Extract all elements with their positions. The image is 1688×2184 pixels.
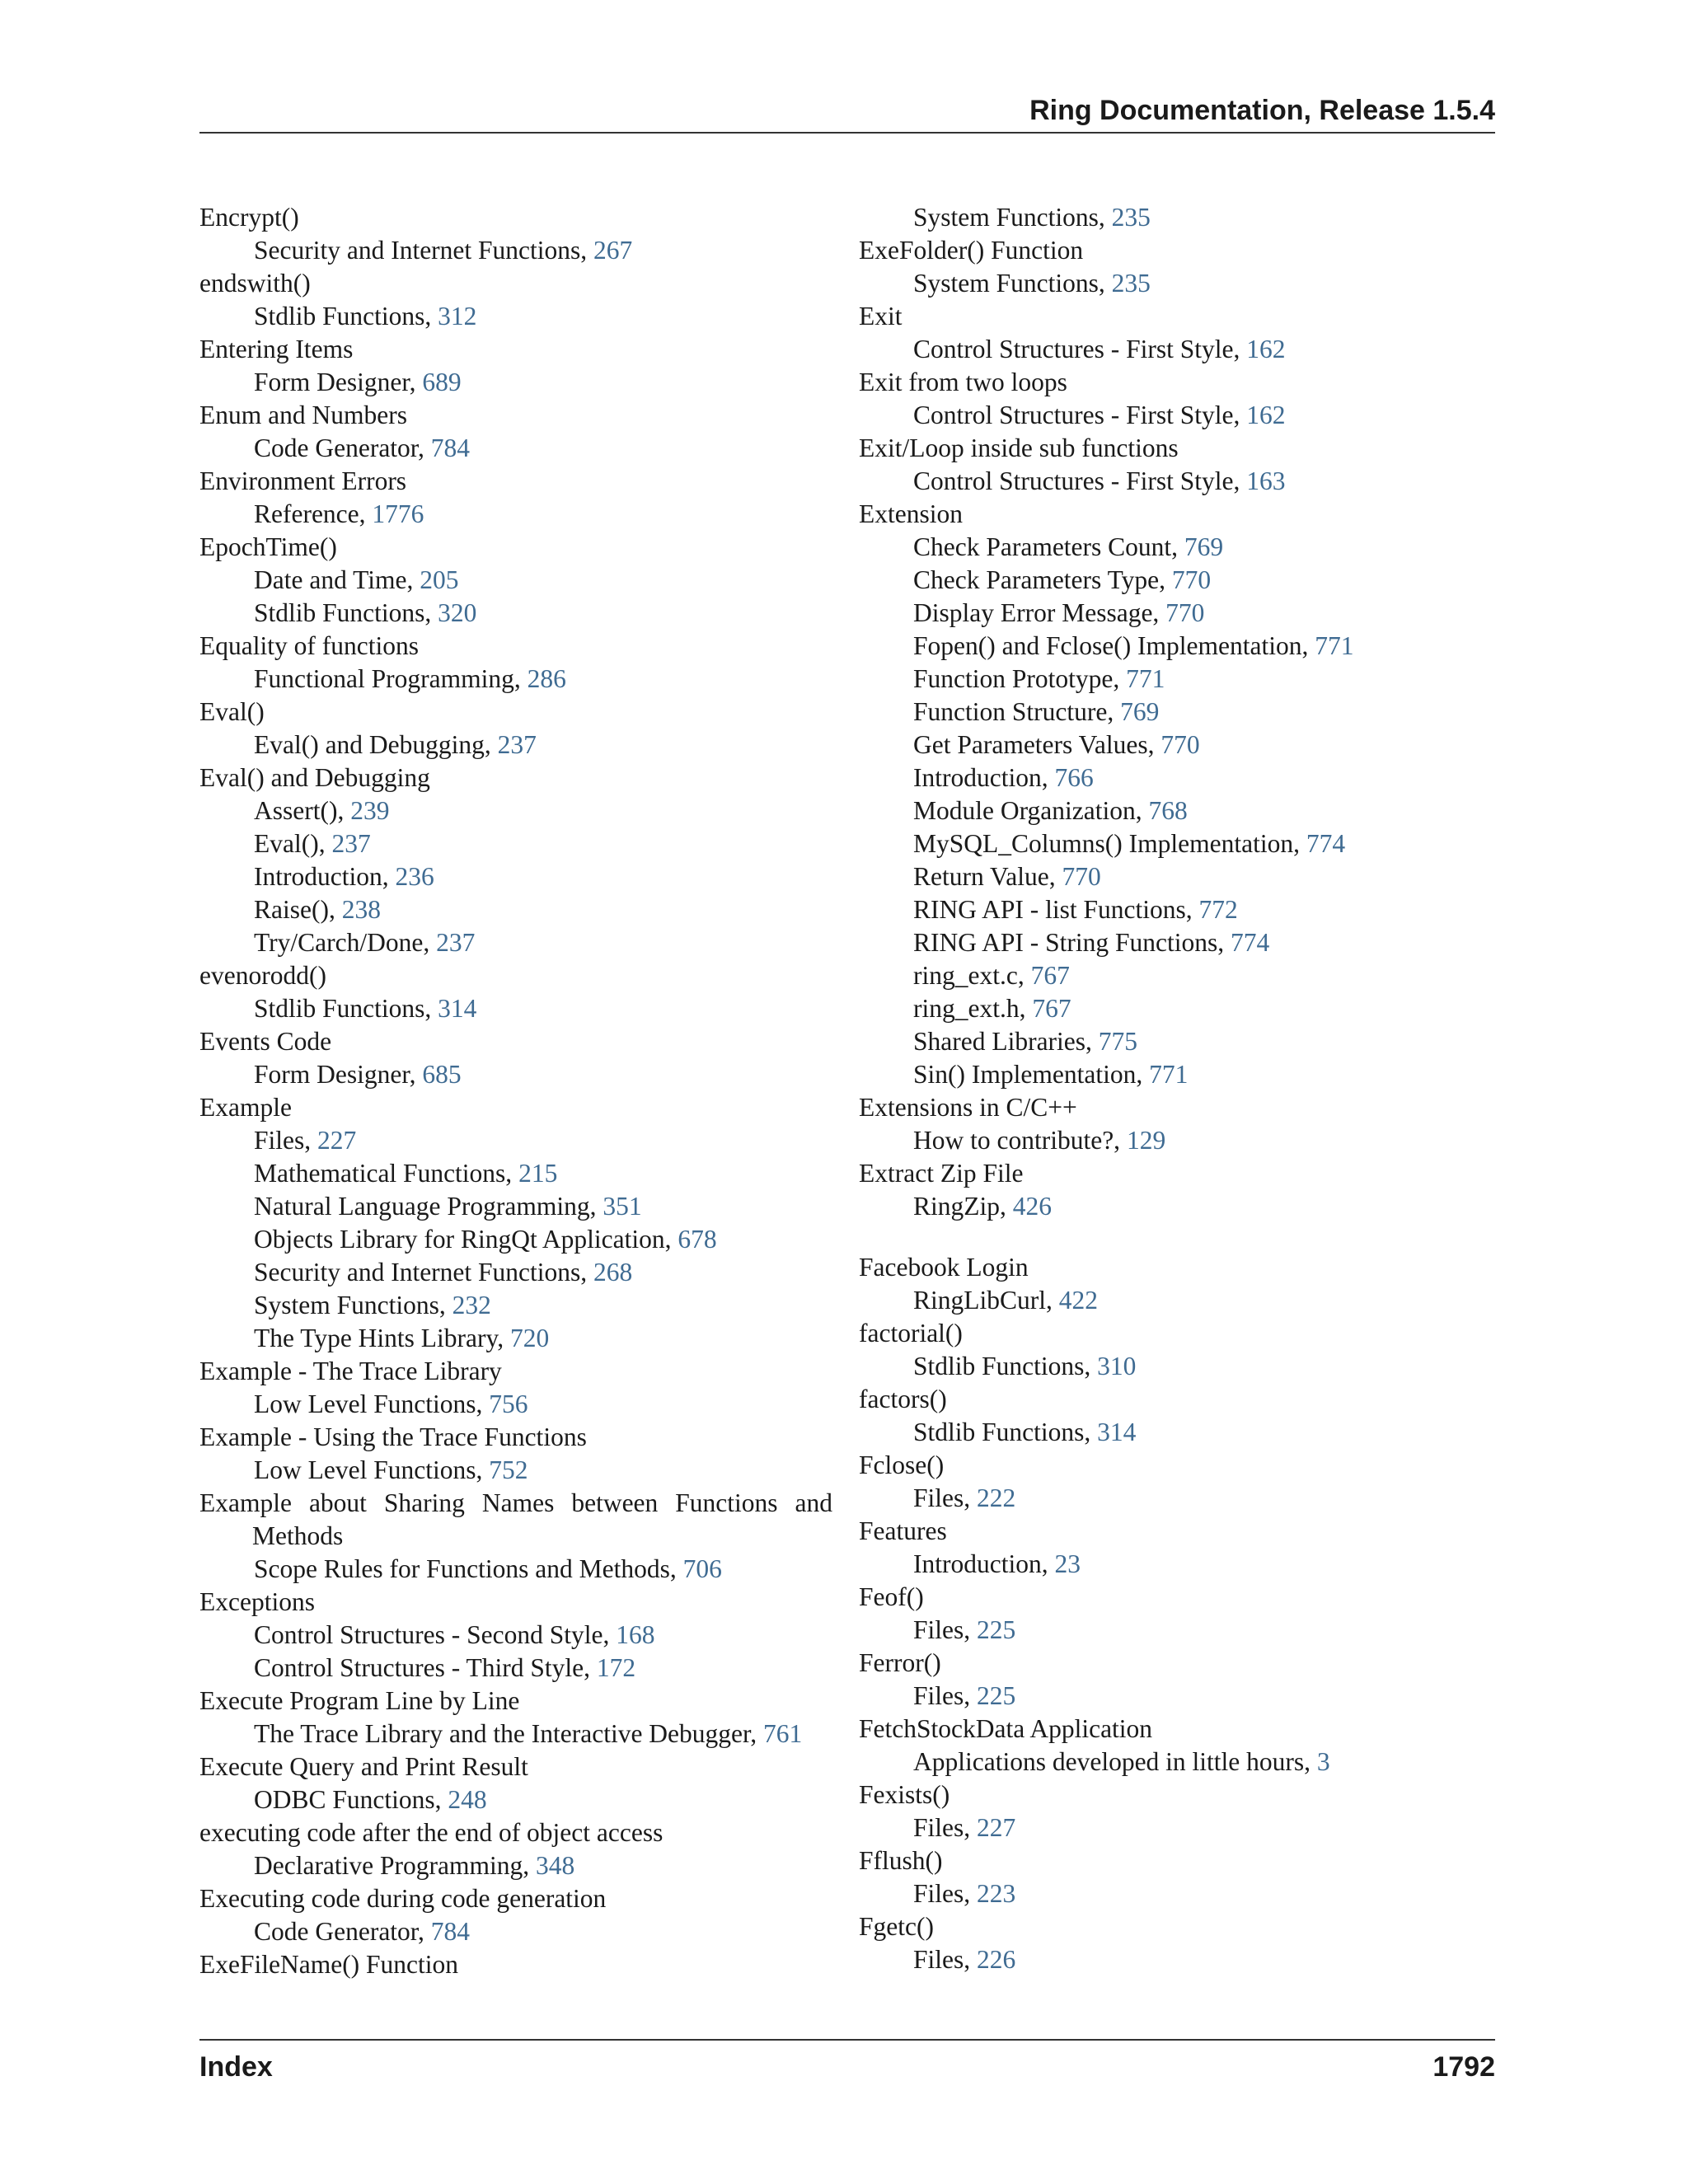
index-entry — [859, 1383, 1495, 1449]
index-subentry — [199, 893, 832, 926]
page-reference-link[interactable]: 215 — [518, 1159, 558, 1188]
index-entry — [859, 234, 1495, 300]
subentry-label: System Functions, — [254, 1291, 452, 1319]
index-entry — [199, 267, 832, 333]
subentry-label: Stdlib Functions, — [254, 994, 438, 1023]
index-entry — [859, 366, 1495, 432]
index-term: Extensions in C/C++ — [859, 1093, 1077, 1122]
subentry-label: Control Structures - First Style, — [913, 466, 1247, 495]
subentry-label: Introduction, — [913, 763, 1055, 792]
index-subentry — [859, 893, 1495, 926]
subentry-label: Stdlib Functions, — [254, 302, 438, 330]
index-subentry — [199, 1619, 832, 1652]
index-subentry — [859, 860, 1495, 893]
index-subentry — [859, 1548, 1495, 1581]
index-entry — [199, 762, 832, 959]
index-term: Facebook Login — [859, 1253, 1029, 1282]
index-term: factorial() — [859, 1319, 963, 1347]
index-subentry — [199, 597, 832, 630]
index-entry — [199, 696, 832, 762]
page-reference-link[interactable]: 766 — [1054, 763, 1094, 792]
index-term: Features — [859, 1516, 947, 1545]
page-reference-link[interactable]: 239 — [350, 796, 390, 825]
subentry-label: The Type Hints Library, — [254, 1324, 510, 1352]
subentry-label: Objects Library for RingQt Application, — [254, 1225, 678, 1254]
subentry-label: Files, — [913, 1615, 978, 1644]
subentry-label: System Functions, — [913, 269, 1112, 298]
subentry-label: Control Structures - Second Style, — [254, 1620, 617, 1649]
index-entry — [199, 1685, 832, 1750]
page-reference-link[interactable]: 237 — [331, 829, 371, 858]
index-entry — [199, 1882, 832, 1948]
index-subentry — [199, 1322, 832, 1355]
index-entry — [199, 1816, 832, 1882]
page-reference-link[interactable]: 227 — [317, 1126, 357, 1155]
page-reference-link[interactable]: 770 — [1171, 565, 1212, 594]
index-entry — [859, 432, 1495, 498]
index-subentry — [859, 1284, 1495, 1317]
subentry-label: Files, — [913, 1483, 978, 1512]
index-subentry — [859, 597, 1495, 630]
index-subentry — [199, 1289, 832, 1322]
page-reference-link[interactable]: 225 — [977, 1681, 1016, 1710]
subentry-label: Eval(), — [254, 829, 332, 858]
index-term: Exit from two loops — [859, 368, 1067, 396]
subentry-label: Assert(), — [254, 796, 351, 825]
subentry-label: Eval() and Debugging, — [254, 730, 498, 759]
index-term: endswith() — [199, 269, 311, 298]
page-reference-link[interactable]: 238 — [341, 895, 381, 924]
page-reference-link[interactable]: 129 — [1126, 1126, 1166, 1155]
index-term: FetchStockData Application — [859, 1714, 1153, 1743]
index-term: Equality of functions — [199, 631, 419, 660]
index-term: Feof() — [859, 1582, 924, 1611]
page-reference-link[interactable]: 314 — [1097, 1418, 1137, 1446]
index-entry — [199, 1025, 832, 1091]
page-reference-link[interactable]: 767 — [1030, 961, 1070, 990]
index-term: Exceptions — [199, 1587, 315, 1616]
index-entry — [859, 1449, 1495, 1515]
index-subentry — [199, 1223, 832, 1256]
index-entry — [199, 1355, 832, 1421]
index-entry — [859, 1844, 1495, 1910]
subentry-label: Fopen() and Fclose() Implementation, — [913, 631, 1315, 660]
subentry-label: Stdlib Functions, — [254, 598, 438, 627]
index-subentry — [199, 992, 832, 1025]
page-reference-link[interactable]: 286 — [527, 664, 566, 693]
index-entry — [199, 1487, 832, 1586]
index-entry — [859, 1581, 1495, 1647]
index-entry — [859, 1251, 1495, 1317]
index-term: Environment Errors — [199, 466, 407, 495]
index-subentry — [859, 399, 1495, 432]
page-reference-link[interactable]: 770 — [1165, 598, 1205, 627]
index-term: Ferror() — [859, 1648, 941, 1677]
index-entry — [199, 399, 832, 465]
page-reference-link[interactable]: 314 — [438, 994, 477, 1023]
page-reference-link[interactable]: 310 — [1097, 1352, 1137, 1380]
page-reference-link[interactable]: 227 — [977, 1813, 1016, 1842]
subentry-label: Code Generator, — [254, 1917, 431, 1946]
index-term: evenorodd() — [199, 961, 326, 990]
subentry-label: Try/Carch/Done, — [254, 928, 437, 957]
index-term: Example - The Trace Library — [199, 1357, 502, 1385]
index-entry — [859, 1713, 1495, 1779]
index-subentry — [859, 1416, 1495, 1449]
page-reference-link[interactable]: 774 — [1306, 829, 1346, 858]
index-entry — [199, 1091, 832, 1355]
page-header — [199, 92, 1495, 134]
index-subentry — [859, 1877, 1495, 1910]
subentry-label: Form Designer, — [254, 368, 423, 396]
subentry-label: RingZip, — [913, 1192, 1013, 1221]
index-subentry — [199, 1157, 832, 1190]
subentry-label: Stdlib Functions, — [913, 1418, 1098, 1446]
index-subentry — [859, 663, 1495, 696]
page-reference-link[interactable]: 756 — [489, 1390, 528, 1418]
page-reference-link[interactable]: 235 — [1111, 269, 1151, 298]
index-subentry — [859, 794, 1495, 827]
page-reference-link[interactable]: 771 — [1126, 664, 1165, 693]
index-term: Eval() and Debugging — [199, 763, 430, 792]
subentry-label: Files, — [254, 1126, 318, 1155]
index-column-left — [199, 201, 832, 1981]
index-subentry — [859, 1058, 1495, 1091]
subentry-label: System Functions, — [913, 203, 1112, 232]
index-subentry — [859, 1680, 1495, 1713]
index-term: Execute Query and Print Result — [199, 1752, 528, 1781]
subentry-label: Check Parameters Type, — [913, 565, 1172, 594]
index-term: Example — [199, 1093, 292, 1122]
index-entry — [199, 1421, 832, 1487]
index-subentry — [199, 1388, 832, 1421]
index-entry — [859, 1647, 1495, 1713]
subentry-label: The Trace Library and the Interactive Debugger, — [254, 1719, 763, 1748]
index-subentry — [859, 333, 1495, 366]
page-reference-link[interactable]: 248 — [448, 1785, 487, 1814]
index-subentry — [859, 926, 1495, 959]
index-subentry — [199, 564, 832, 597]
page-reference-link[interactable]: 162 — [1246, 335, 1286, 363]
index-term: ExeFileName() Function — [199, 1950, 459, 1979]
index-subentry — [199, 926, 832, 959]
index-subentry — [859, 1811, 1495, 1844]
subentry-label: Module Organization, — [913, 796, 1149, 825]
subentry-label: Control Structures - First Style, — [913, 335, 1247, 363]
page-reference-link[interactable]: 426 — [1012, 1192, 1053, 1221]
index-subentry — [199, 1190, 832, 1223]
index-term: Extract Zip File — [859, 1159, 1024, 1188]
subentry-label: Applications developed in little hours, — [913, 1747, 1317, 1776]
subentry-label: Control Structures - Third Style, — [254, 1653, 597, 1682]
footer-section-label: Index — [199, 2051, 273, 2083]
index-entry — [859, 1779, 1495, 1844]
index-subentry — [199, 1124, 832, 1157]
subentry-label: Mathematical Functions, — [254, 1159, 519, 1188]
index-entry — [199, 959, 832, 1025]
index-entry — [199, 531, 832, 630]
page-reference-link[interactable]: 769 — [1120, 697, 1160, 726]
index-subentry — [859, 201, 1495, 234]
subentry-label: Form Designer, — [254, 1060, 423, 1089]
page-reference-link[interactable]: 225 — [977, 1615, 1016, 1644]
subentry-label: Check Parameters Count, — [913, 532, 1184, 561]
index-subentry — [859, 1482, 1495, 1515]
subentry-label: ring_ext.h, — [913, 994, 1033, 1023]
page-reference-link[interactable]: 769 — [1184, 532, 1224, 561]
index-entry — [859, 1515, 1495, 1581]
subentry-label: RingLibCurl, — [913, 1286, 1059, 1315]
index-subentry — [859, 827, 1495, 860]
index-subentry — [859, 1190, 1495, 1223]
index-subentry — [199, 1915, 832, 1948]
index-term: EpochTime() — [199, 532, 337, 561]
subentry-label: Introduction, — [254, 862, 396, 891]
index-term: Executing code during code generation — [199, 1884, 607, 1913]
index-subentry — [859, 1350, 1495, 1383]
index-subentry — [859, 1943, 1495, 1976]
page-reference-link[interactable]: 205 — [420, 565, 459, 594]
page-reference-link[interactable]: 172 — [596, 1653, 636, 1682]
index-entry — [859, 1091, 1495, 1157]
index-subentry — [199, 366, 832, 399]
index-subentry — [199, 729, 832, 762]
subentry-label: Security and Internet Functions, — [254, 236, 594, 265]
index-subentry — [199, 498, 832, 531]
page-reference-link[interactable]: 267 — [593, 236, 633, 265]
index-entry — [199, 201, 832, 267]
letter-group-gap — [859, 1223, 1495, 1251]
page-reference-link[interactable]: 770 — [1062, 862, 1101, 891]
page-reference-link[interactable]: 23 — [1054, 1549, 1081, 1578]
index-subentry — [859, 696, 1495, 729]
index-subentry — [199, 1783, 832, 1816]
page-reference-link[interactable]: 237 — [497, 730, 537, 759]
index-entry — [199, 333, 832, 399]
subentry-label: Security and Internet Functions, — [254, 1258, 594, 1286]
page-reference-link[interactable]: 348 — [536, 1851, 575, 1880]
index-subentry — [859, 630, 1495, 663]
index-term: executing code after the end of object access — [199, 1818, 663, 1847]
index-subentry — [859, 465, 1495, 498]
subentry-label: Reference, — [254, 499, 373, 528]
index-entry — [859, 201, 1495, 234]
page-reference-link[interactable]: 312 — [438, 302, 477, 330]
index-entry — [199, 1586, 832, 1685]
page-reference-link[interactable]: 162 — [1246, 401, 1286, 429]
page-reference-link[interactable]: 223 — [977, 1879, 1016, 1908]
index-term: ExeFolder() Function — [859, 236, 1084, 265]
index-subentry — [859, 267, 1495, 300]
page-reference-link[interactable]: 689 — [422, 368, 462, 396]
page-reference-link[interactable]: 720 — [509, 1324, 550, 1352]
subentry-label: RING API - list Functions, — [913, 895, 1199, 924]
index-term: Fflush() — [859, 1846, 943, 1875]
index-subentry — [199, 1849, 832, 1882]
subentry-label: How to contribute?, — [913, 1126, 1127, 1155]
subentry-label: Files, — [913, 1681, 978, 1710]
page-reference-link[interactable]: 236 — [395, 862, 434, 891]
index-subentry — [199, 827, 832, 860]
index-entry — [199, 630, 832, 696]
page-reference-link[interactable]: 163 — [1246, 466, 1286, 495]
index-subentry — [859, 564, 1495, 597]
index-subentry — [859, 1025, 1495, 1058]
index-subentry — [199, 234, 832, 267]
page-reference-link[interactable]: 268 — [593, 1258, 633, 1286]
page-reference-link[interactable]: 678 — [678, 1225, 717, 1254]
subentry-label: Natural Language Programming, — [254, 1192, 603, 1221]
index-subentry — [199, 794, 832, 827]
index-subentry — [859, 762, 1495, 794]
page-reference-link[interactable]: 422 — [1058, 1286, 1099, 1315]
index-subentry — [859, 729, 1495, 762]
index-term: Execute Program Line by Line — [199, 1686, 520, 1715]
index-entry — [199, 465, 832, 531]
index-term: Eval() — [199, 697, 265, 726]
page-reference-link[interactable]: 3 — [1316, 1747, 1330, 1776]
index-entry — [859, 1910, 1495, 1976]
page-reference-link[interactable]: 767 — [1032, 994, 1071, 1023]
index-subentry — [199, 860, 832, 893]
index-term: Example about Sharing Names between Functions and Methods — [199, 1488, 832, 1550]
subentry-label: Return Value, — [913, 862, 1062, 891]
index-term: Events Code — [199, 1027, 332, 1056]
page-reference-link[interactable]: 685 — [422, 1060, 462, 1089]
page-reference-link[interactable]: 237 — [436, 928, 476, 957]
footer-page-number: 1792 — [1432, 2051, 1495, 2083]
index-column-right — [859, 201, 1495, 1976]
subentry-label: Display Error Message, — [913, 598, 1166, 627]
subentry-label: Raise(), — [254, 895, 342, 924]
page-footer — [199, 2039, 1495, 2090]
subentry-label: Files, — [913, 1813, 978, 1842]
page-reference-link[interactable]: 768 — [1148, 796, 1188, 825]
subentry-label: RING API - String Functions, — [913, 928, 1231, 957]
subentry-label: Sin() Implementation, — [913, 1060, 1150, 1089]
subentry-label: Low Level Functions, — [254, 1390, 490, 1418]
page-reference-link[interactable]: 771 — [1149, 1060, 1189, 1089]
page-reference-link[interactable]: 774 — [1231, 928, 1270, 957]
subentry-label: MySQL_Columns() Implementation, — [913, 829, 1306, 858]
subentry-label: Functional Programming, — [254, 664, 528, 693]
page-reference-link[interactable]: 232 — [452, 1291, 491, 1319]
index-term: Extension — [859, 499, 963, 528]
index-term: Fgetc() — [859, 1912, 934, 1941]
index-entry — [859, 498, 1495, 1091]
subentry-label: Shared Libraries, — [913, 1027, 1099, 1056]
index-subentry — [859, 959, 1495, 992]
index-subentry — [199, 1256, 832, 1289]
index-term: Fclose() — [859, 1451, 945, 1479]
document-title: Ring Documentation, Release 1.5.4 — [1029, 95, 1495, 126]
page-reference-link[interactable]: 1776 — [372, 499, 424, 528]
page-reference-link[interactable]: 772 — [1198, 895, 1238, 924]
subentry-label: Control Structures - First Style, — [913, 401, 1247, 429]
index-subentry — [199, 663, 832, 696]
index-subentry — [199, 1454, 832, 1487]
index-term: Encrypt() — [199, 203, 299, 232]
subentry-label: Date and Time, — [254, 565, 420, 594]
subentry-label: Low Level Functions, — [254, 1455, 490, 1484]
index-entry — [199, 1948, 832, 1981]
page-reference-link[interactable]: 226 — [977, 1945, 1016, 1974]
index-term: Fexists() — [859, 1780, 950, 1809]
subentry-label: Files, — [913, 1945, 978, 1974]
subentry-label: Function Structure, — [913, 697, 1121, 726]
index-entry — [199, 1750, 832, 1816]
subentry-label: Declarative Programming, — [254, 1851, 537, 1880]
page-reference-link[interactable]: 351 — [603, 1192, 642, 1221]
page-reference-link[interactable]: 784 — [430, 1917, 471, 1946]
index-subentry — [199, 432, 832, 465]
subentry-label: Code Generator, — [254, 434, 431, 462]
index-subentry — [199, 1652, 832, 1685]
subentry-label: ring_ext.c, — [913, 961, 1031, 990]
index-subentry — [199, 1553, 832, 1586]
page-reference-link[interactable]: 320 — [438, 598, 477, 627]
page-reference-link[interactable]: 706 — [682, 1554, 722, 1583]
page-reference-link[interactable]: 784 — [430, 434, 471, 462]
index-subentry — [859, 992, 1495, 1025]
index-term: Entering Items — [199, 335, 354, 363]
index-term: Exit/Loop inside sub functions — [859, 434, 1179, 462]
page-reference-link[interactable]: 770 — [1160, 730, 1200, 759]
page-reference-link[interactable]: 168 — [616, 1620, 655, 1649]
index-term: Exit — [859, 302, 903, 330]
index-entry — [859, 1157, 1495, 1223]
index-subentry — [199, 1058, 832, 1091]
index-entry — [859, 300, 1495, 366]
page-reference-link[interactable]: 235 — [1111, 203, 1151, 232]
index-term: Enum and Numbers — [199, 401, 407, 429]
index-subentry — [859, 531, 1495, 564]
page-reference-link[interactable]: 775 — [1098, 1027, 1138, 1056]
subentry-label: Introduction, — [913, 1549, 1055, 1578]
subentry-label: Function Prototype, — [913, 664, 1127, 693]
index-subentry — [199, 300, 832, 333]
subentry-label: Files, — [913, 1879, 978, 1908]
page-reference-link[interactable]: 752 — [489, 1455, 528, 1484]
subentry-label: Get Parameters Values, — [913, 730, 1161, 759]
page-reference-link[interactable]: 761 — [763, 1719, 803, 1748]
index-subentry — [859, 1124, 1495, 1157]
subentry-label: Scope Rules for Functions and Methods, — [254, 1554, 683, 1583]
index-subentry — [859, 1746, 1495, 1779]
index-subentry — [859, 1614, 1495, 1647]
index-term: factors() — [859, 1385, 947, 1413]
page-reference-link[interactable]: 771 — [1315, 631, 1354, 660]
index-entry — [859, 1317, 1495, 1383]
subentry-label: Stdlib Functions, — [913, 1352, 1098, 1380]
subentry-label: ODBC Functions, — [254, 1785, 448, 1814]
page-reference-link[interactable]: 222 — [977, 1483, 1016, 1512]
index-subentry — [199, 1718, 832, 1750]
index-term: Example - Using the Trace Functions — [199, 1422, 587, 1451]
